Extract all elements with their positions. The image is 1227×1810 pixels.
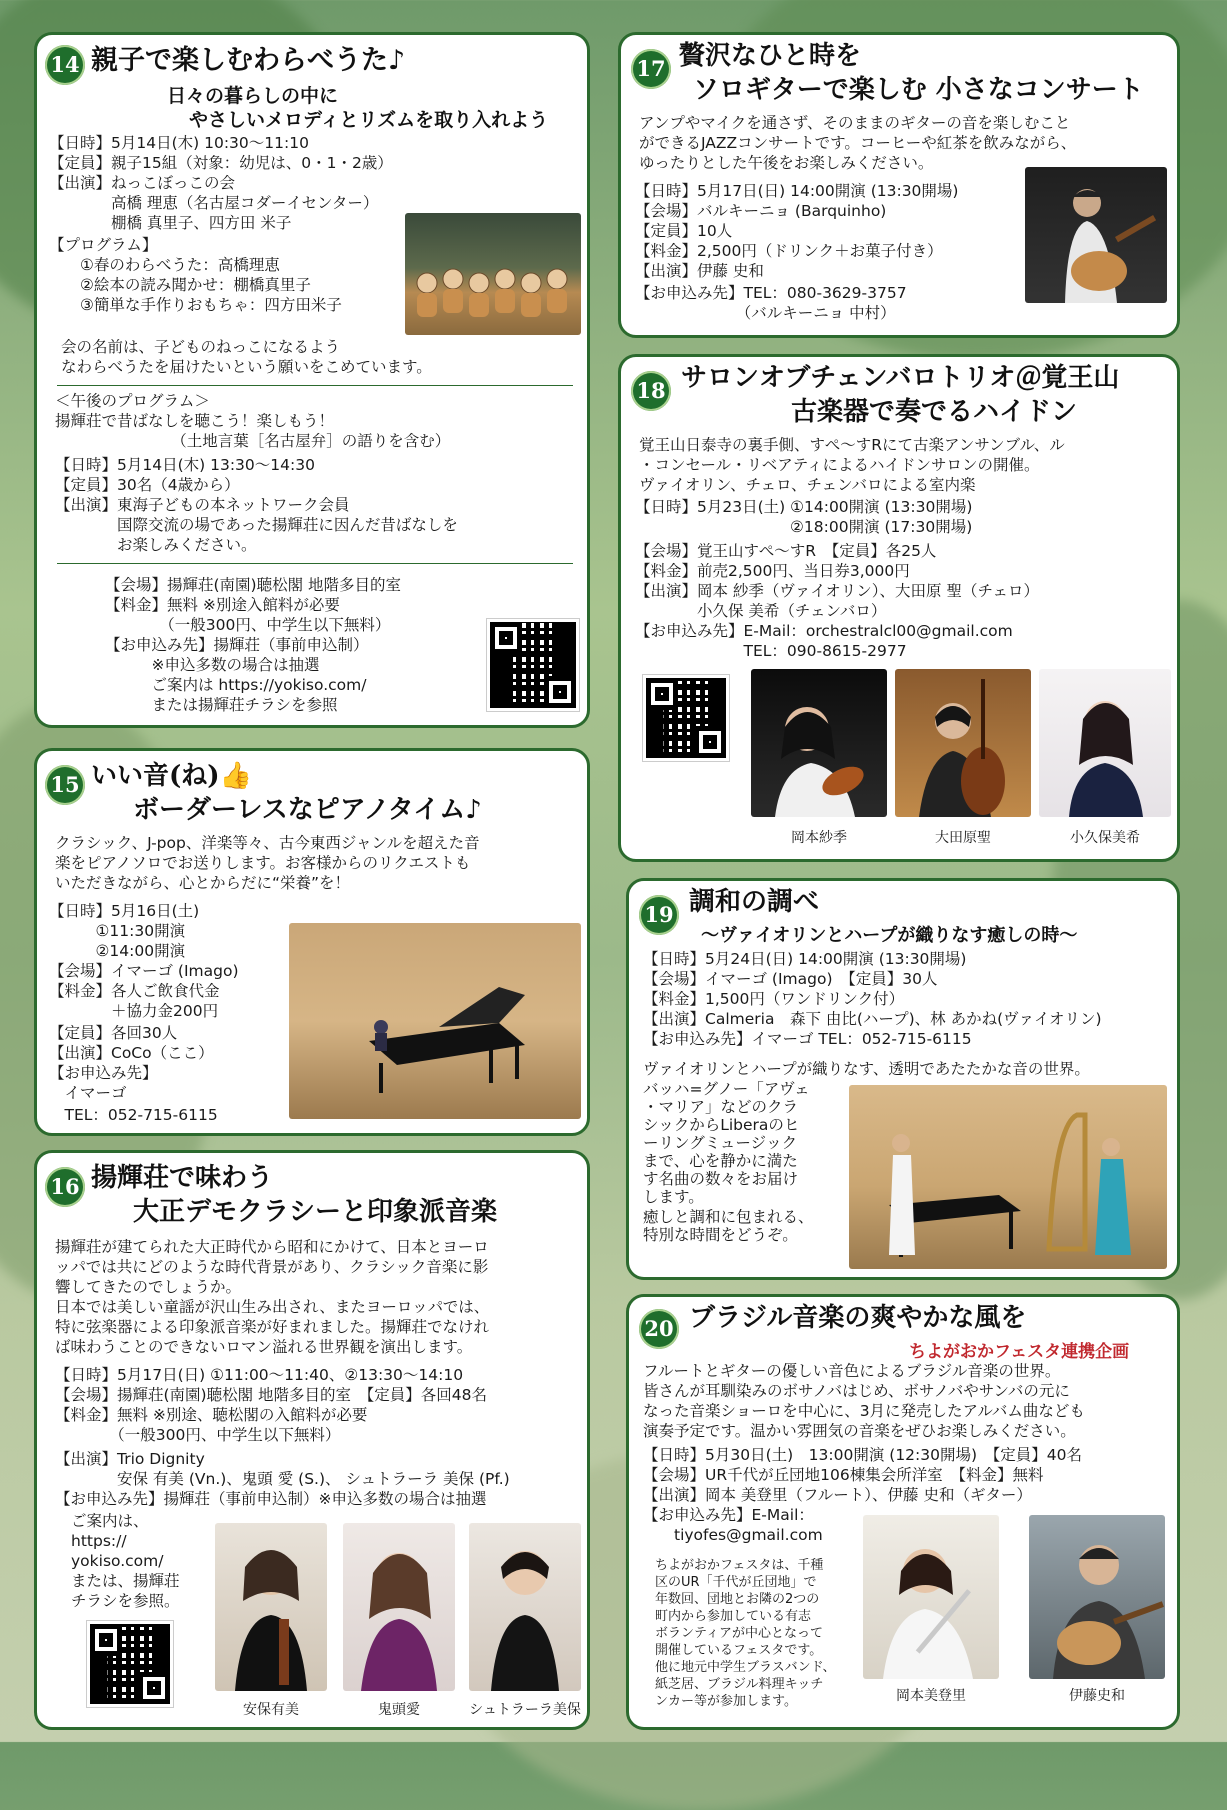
detail-line: 【出演】岡本 美登里（フルート）、伊藤 史和（ギター） — [643, 1486, 1032, 1504]
info-line: （一般300円、中学生以下無料） — [105, 616, 391, 634]
detail-line: 【出演】Calmeria 森下 由比(ハープ)、林 あかね(ヴァイオリン) — [643, 1010, 1102, 1028]
afternoon-line: お楽しみください。 — [55, 536, 257, 554]
description-line: ゆったりとした午後をお楽しみください。 — [639, 154, 934, 172]
description-line: ッパでは共にどのような時代背景があり、クラシック音楽に影 — [55, 1258, 489, 1276]
detail-line: 【日時】5月14日(木) 10:30〜11:10 — [49, 134, 309, 152]
afternoon-line: 【定員】30名（4歳から） — [55, 476, 240, 494]
detail-line: 小久保 美希（チェンバロ） — [635, 602, 887, 620]
festa-note-line: 紙芝居、ブラジル料理キッチ — [655, 1677, 824, 1692]
detail-line: 【出演】伊藤 史和 — [635, 262, 764, 280]
detail-line: 【お申込み先】揚輝荘（事前申込制）※申込多数の場合は抽選 — [55, 1490, 487, 1508]
event-title: ボーダーレスなピアノタイム♪ — [133, 795, 482, 825]
performer-caption: 鬼頭愛 — [378, 1702, 420, 1718]
detail-line: （一般300円、中学生以下無料） — [55, 1426, 341, 1444]
festa-note-line: ちよがおかフェスタは、千種 — [655, 1558, 824, 1573]
detail-line: 【出演】Trio Dignity — [55, 1450, 205, 1468]
detail-line: 【日時】5月17日(日) 14:00開演 (13:30開場) — [635, 182, 959, 200]
event-number-badge: 14 — [45, 45, 85, 85]
guitarist-photo — [1025, 167, 1167, 303]
festa-note-line: 年数回、団地とお隣の2つの — [655, 1592, 820, 1607]
piano-illustration — [289, 923, 581, 1119]
performer-photo — [469, 1523, 581, 1691]
detail-line: 【日時】5月23日(土) ①14:00開演 (13:30開場) — [635, 498, 973, 516]
grand-piano-photo — [289, 923, 581, 1119]
performer-caption: 安保有美 — [243, 1702, 299, 1718]
detail-line: （バルキーニョ 中村） — [635, 304, 896, 322]
detail-line: 【プログラム】 — [49, 236, 158, 254]
detail-line: 【料金】1,500円（ワンドリンク付） — [643, 990, 905, 1008]
festa-note-line: ンカー等が参加します。 — [655, 1694, 797, 1709]
detail-line: TEL：052-715-6115 — [49, 1106, 218, 1124]
guide-line: https:// — [71, 1532, 127, 1550]
qr-code[interactable] — [87, 1621, 173, 1707]
event-number-badge: 15 — [45, 765, 85, 805]
event-card-14 — [34, 32, 590, 728]
description-line: 演奏予定です。温かい雰囲気の音楽をぜひお楽しみください。 — [643, 1422, 1076, 1440]
event-title: いい音(ね)👍 — [91, 761, 252, 791]
detail-line: 【お申込み先】イマーゴ TEL：052-715-6115 — [643, 1030, 972, 1048]
detail-line: tiyofes@gmail.com — [643, 1526, 823, 1544]
afternoon-line: 【日時】5月14日(木) 13:30〜14:30 — [55, 456, 315, 474]
description-line: アンプやマイクを通さず、そのままのギターの音を楽しむこと — [639, 114, 1071, 132]
violin-harp-photo — [849, 1085, 1167, 1269]
qr-code[interactable] — [487, 619, 579, 711]
puppets-illustration — [405, 213, 581, 335]
detail-line: 【会場】バルキーニョ (Barquinho) — [635, 202, 887, 220]
festa-note-line: ボランティアが中心となって — [655, 1626, 823, 1641]
detail-line: 【会場】覚王山すぺ〜すR 【定員】各25人 — [635, 542, 937, 560]
event-number-badge: 19 — [639, 895, 679, 935]
divider — [57, 563, 573, 564]
detail-line: TEL：090-8615-2977 — [635, 642, 907, 660]
detail-line: 【会場】UR千代が丘団地106棟集会所洋室 【料金】無料 — [643, 1466, 1044, 1484]
warabeuta-puppets-photo — [405, 213, 581, 335]
description-line: なわらべうたを届けたいという願いをこめています。 — [61, 358, 432, 376]
event-card-20 — [626, 1294, 1180, 1730]
description-line: シックからLiberaのヒ — [643, 1116, 800, 1134]
event-title: ソロギターで楽しむ 小さなコンサート — [693, 75, 1144, 105]
event-subtitle: やさしいメロディとリズムを取り入れよう — [189, 109, 549, 131]
afternoon-line: （土地言葉［名古屋弁］の語りを含む） — [55, 432, 451, 450]
performer-caption: シュトラーラ美保 — [469, 1702, 581, 1718]
detail-line: ①11:30開演 — [49, 922, 186, 940]
description-line: ヴァイオリン、チェロ、チェンバロによる室内楽 — [639, 476, 976, 494]
description-line: いただきながら、心とからだに“栄養”を！ — [55, 874, 351, 892]
event-card-16 — [34, 1150, 590, 1730]
detail-line: 安保 有美 (Vn.)、鬼頭 愛 (S.)、 シュトラーラ 美保 (Pf.) — [55, 1470, 510, 1488]
info-line: 【お申込み先】揚輝荘（事前申込制） — [105, 636, 369, 654]
event-title: 贅沢なひと時を — [679, 41, 862, 71]
detail-line: 【会場】揚輝荘(南園)聴松閣 地階多目的室 【定員】各回48名 — [55, 1386, 487, 1404]
event-title: 大正デモクラシーと印象派音楽 — [133, 1197, 498, 1227]
festa-note-line: 開催しているフェスタです。 — [655, 1643, 823, 1658]
description-line: 特に弦楽器による印象派音楽が好まれました。揚輝荘でなけれ — [55, 1318, 490, 1336]
description-line: 揚輝荘が建てられた大正時代から昭和にかけて、日本とヨーロ — [55, 1238, 489, 1256]
event-title: 古楽器で奏でるハイドン — [791, 397, 1078, 427]
detail-line: 棚橋 真里子、四方田 米子 — [49, 214, 292, 232]
festa-note-line: 区のUR「千代が丘団地」で — [655, 1575, 817, 1590]
description-line: 響してきたのでしょうか。 — [55, 1278, 242, 1296]
detail-line: 【出演】CoCo（ここ） — [49, 1044, 214, 1062]
event-number-badge: 17 — [631, 49, 671, 89]
afternoon-line: 国際交流の場であった揚輝荘に因んだ昔ばなしを — [55, 516, 458, 534]
performer-caption: 岡本美登里 — [896, 1688, 966, 1704]
event-number-badge: 16 — [45, 1167, 85, 1207]
description-line: クラシック、J-pop、洋楽等々、古今東西ジャンルを超えた音 — [55, 834, 480, 852]
description-line: ができるJAZZコンサートです。コーヒーや紅茶を飲みながら、 — [639, 134, 1077, 152]
detail-line: 【料金】前売2,500円、当日券3,000円 — [635, 562, 910, 580]
detail-line: 【会場】イマーゴ (Imago) — [49, 962, 239, 980]
detail-line: 【出演】ねっこぼっこの会 — [49, 174, 236, 192]
description-line: 特別な時間をどうぞ。 — [643, 1226, 798, 1244]
event-title: 揚輝荘で味わう — [91, 1163, 274, 1193]
afternoon-line: 揚輝荘で昔ばなしを聴こう！楽しもう！ — [55, 412, 335, 430]
detail-line: ＋協力金200円 — [49, 1002, 219, 1020]
event-title: 調和の調べ — [689, 887, 820, 917]
description-line: なった音楽ショーロを中心に、3月に発売したアルバム曲なども — [643, 1402, 1085, 1420]
description-line: 日本では美しい童謡が沢山生み出され、またヨーロッパでは、 — [55, 1298, 490, 1316]
harpsichordist-photo — [1039, 669, 1171, 817]
description-line: バッハ=グノー「アヴェ — [643, 1080, 810, 1098]
detail-line: 【料金】各人ご飲食代金 — [49, 982, 220, 1000]
description-line: ーリングミュージック — [643, 1134, 798, 1152]
event-number-badge: 20 — [639, 1309, 679, 1349]
collaboration-tag: ちよがおかフェスタ連携企画 — [909, 1342, 1130, 1362]
info-line: 【会場】揚輝荘(南園)聴松閣 地階多目的室 — [105, 576, 402, 594]
event-card-18 — [618, 354, 1180, 862]
performer-caption: 岡本紗季 — [791, 830, 847, 846]
description-line: ヴァイオリンとハープが織りなす、透明であたたかな音の世界。 — [643, 1060, 1090, 1078]
violinist-photo — [751, 669, 887, 817]
guide-line: チラシを参照。 — [71, 1592, 180, 1610]
festa-note-line: 町内から参加している有志 — [655, 1609, 812, 1624]
detail-line: 【お申込み先】TEL：080-3629-3757 — [635, 284, 907, 302]
event-subtitle: 〜ヴァイオリンとハープが織りなす癒しの時〜 — [701, 925, 1078, 946]
detail-line: 【お申込み先】E-Mail： — [643, 1506, 814, 1524]
description-line: 癒しと調和に包まれる、 — [643, 1208, 814, 1226]
guide-line: または、揚輝荘 — [71, 1572, 180, 1590]
detail-line: ②18:00開演 (17:30開場) — [635, 518, 973, 536]
guide-line: yokiso.com/ — [71, 1552, 164, 1570]
afternoon-line: 【出演】東海子どもの本ネットワーク会員 — [55, 496, 350, 514]
detail-line: イマーゴ — [49, 1084, 127, 1102]
info-line: 【料金】無料 ※別途入館料が必要 — [105, 596, 340, 614]
description-line: 楽をピアノソロでお送りします。お客様からのリクエストも — [55, 854, 471, 872]
info-line: または揚輝荘チラシを参照 — [105, 696, 338, 714]
description-line: ば味わうことのできないロマン溢れる世界観を演出します。 — [55, 1338, 473, 1356]
description-line: フルートとギターの優しい音色によるブラジル音楽の世界。 — [643, 1362, 1061, 1380]
info-line: ご案内は https://yokiso.com/ — [105, 676, 367, 694]
description-line: まで、心を静かに満た — [643, 1152, 798, 1170]
event-title: 親子で楽しむわらべうた♪ — [91, 45, 406, 76]
event-card-17 — [618, 32, 1180, 338]
performer-caption: 大田原聖 — [935, 830, 991, 846]
flutist-photo — [863, 1515, 999, 1679]
description-line: 皆さんが耳馴染みのボサノバはじめ、ボサノバやサンバの元に — [643, 1382, 1070, 1400]
qr-code[interactable] — [643, 675, 729, 761]
guide-line: ご案内は、 — [71, 1512, 149, 1530]
detail-line: 【日時】5月24日(日) 14:00開演 (13:30開場) — [643, 950, 967, 968]
performer-photo — [215, 1523, 327, 1691]
detail-line: 【日時】5月30日(土) 13:00開演 (12:30開場) 【定員】40名 — [643, 1446, 1083, 1464]
description-line: す名曲の数々をお届け — [643, 1170, 799, 1188]
event-title: サロンオブチェンバロトリオ＠覚王山 — [681, 363, 1120, 393]
detail-line: ②14:00開演 — [49, 942, 186, 960]
detail-line: 高橋 理恵（名古屋コダーイセンター） — [49, 194, 379, 212]
detail-line: 【定員】各回30人 — [49, 1024, 178, 1042]
info-line: ※申込多数の場合は抽選 — [105, 656, 320, 674]
detail-line: ①春のわらべうた：高橋理恵 — [49, 256, 280, 274]
festa-note-line: 他に地元中学生ブラスバンド、 — [655, 1660, 836, 1675]
divider — [57, 385, 573, 386]
detail-line: 【定員】10人 — [635, 222, 733, 240]
event-title: ブラジル音楽の爽やかな風を — [689, 1303, 1027, 1333]
detail-line: 【料金】2,500円（ドリンク＋お菓子付き） — [635, 242, 943, 260]
detail-line: ②絵本の読み聞かせ：棚橋真里子 — [49, 276, 311, 294]
event-subtitle: 日々の暮らしの中に — [167, 85, 339, 107]
description-line: ・コンセール・リベアティによるハイドンサロンの開催。 — [639, 456, 1040, 474]
detail-line: ③簡単な手作りおもちゃ：四方田米子 — [49, 296, 342, 314]
description-line: ・マリア」などのクラ — [643, 1098, 799, 1116]
event-card-19 — [626, 878, 1180, 1280]
performer-caption: 伊藤史和 — [1069, 1688, 1125, 1704]
afternoon-line: ＜午後のプログラム＞ — [55, 392, 210, 410]
detail-line: 【出演】岡本 紗季（ヴァイオリン）、大田原 聖（チェロ） — [635, 582, 1040, 600]
detail-line: 【日時】5月17日(日) ①11:00〜11:40、②13:30〜14:10 — [55, 1366, 464, 1384]
detail-line: 【お申込み先】E-Mail：orchestralcl00@gmail.com — [635, 622, 1013, 640]
cellist-photo — [895, 669, 1031, 817]
description-line: 会の名前は、子どものねっこになるよう — [61, 338, 341, 356]
performer-caption: 小久保美希 — [1070, 830, 1140, 846]
performer-photo — [343, 1523, 455, 1691]
description-line: します。 — [643, 1188, 704, 1206]
event-card-15 — [34, 748, 590, 1136]
detail-line: 【日時】5月16日(土) — [49, 902, 200, 920]
description-line: 覚王山日泰寺の裏手側、すぺ〜すRにて古楽アンサンブル、ル — [639, 436, 1065, 454]
detail-line: 【会場】イマーゴ (Imago) 【定員】30人 — [643, 970, 938, 988]
detail-line: 【お申込み先】 — [49, 1064, 158, 1082]
detail-line: 【定員】親子15組（対象：幼児は、0・1・2歳） — [49, 154, 393, 172]
event-number-badge: 18 — [631, 371, 671, 411]
guitarist-photo — [1029, 1515, 1165, 1679]
detail-line: 【料金】無料 ※別途、聴松閣の入館料が必要 — [55, 1406, 368, 1424]
